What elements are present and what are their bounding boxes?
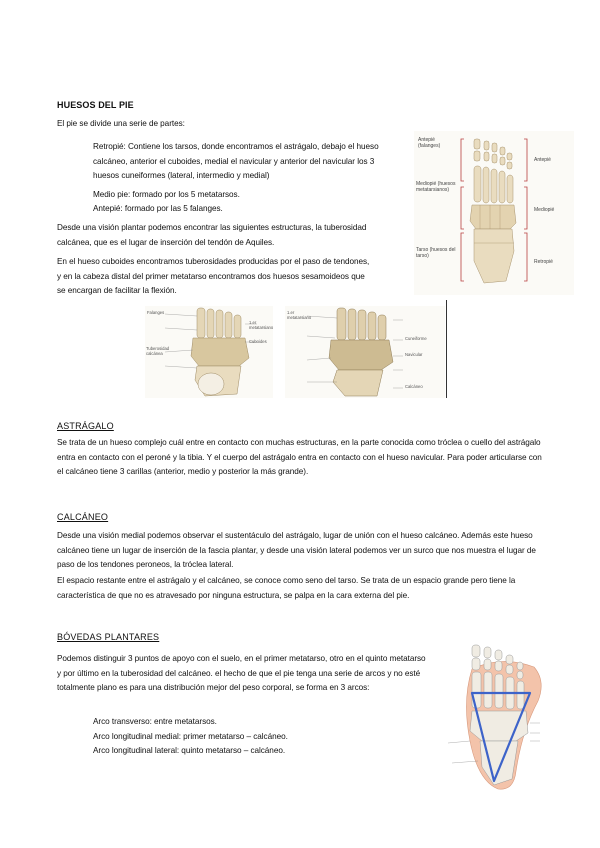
plantar-view-left-figure [145,306,273,398]
label-mediopie-right: Mediopié [534,207,555,213]
parts-list [93,140,393,217]
label-tuberosidad: Tuberosidad calcánea [146,346,170,356]
label-tarso-left: Tarso (huesos del tarso) [416,247,456,259]
label-retropie-right: Retropié [534,259,553,265]
label-cuneiforme: Cuneiforme [405,336,427,341]
figure-divider [446,300,447,398]
section-title-huesos: HUESOS DEL PIE [57,100,134,110]
plantar-view-right-figure [285,306,445,398]
bovedas-paragraph: Podemos distinguir 3 puntos de apoyo con el suelo, en el primer metatarso, otro en el quinto metatarso y por último en la tuberosidad del calcáneo. el hecho de que el pie tenga una serie de arcos y no esté totalmente plano es para una distribución mejor del peso corporal, se forma en 3 arcos: [57,654,426,692]
arco-longitudinal-lateral: Arco longitudinal lateral: quinto metatarso – calcáneo. [93,746,286,755]
part-antepie: Antepié: formado por las 5 falanges. [93,204,223,213]
arco-longitudinal-medial: Arco longitudinal medial: primer metatarso – calcáneo. [93,731,288,741]
arches-figure [442,641,552,795]
plantar-paragraph: Desde una visión plantar podemos encontrar las siguientes estructuras, la tuberosidad calcánea, que es el lugar de inserción del tendón de Aquiles. [57,223,367,247]
section-title-bovedas: BÓVEDAS PLANTARES [57,632,160,642]
label-navicular: Navicular [405,352,423,357]
foot-regions-figure [414,131,574,295]
cuboides-paragraph: En el hueso cuboides encontramos tuberosidades producidas por el paso de tendones, y en la cabeza distal del primer metatarso encontramos dos huesos sesamoideos que se encargan de facilitar la flexión. [57,257,370,295]
label-calcaneo: Calcáneo [405,384,423,389]
calcaneo-paragraph-1: Desde una visión medial podemos observar el sustentáculo del astrágalo, lugar de unión con el hueso calcáneo. Además este hueso calcáneo tiene un lugar de inserción de la fascia plantar, y desde una visión lateral podemos ver un surco que nos muestra el lugar de paso de los tendones peroneos, la tróclea lateral. [57,531,536,569]
section-title-astragalo: ASTRÁGALO [57,421,114,431]
label-falanges: Falanges [147,310,165,315]
arco-transverso: Arco transverso: entre metatarsos. [93,717,217,726]
label-metatarsiano-right: 1.er metatarsiano [249,320,274,330]
foot-arches-illustration [442,641,552,795]
part-retropie: Retropié: Contiene los tarsos, donde encontramos el astrágalo, debajo el hueso calcáneo, anterior el cuboides, medial el navicular y anterior del navicular los 3 huesos cuneiformes (lateral, intermedio y medial) [93,142,379,180]
label-antepie-right: Antepié [534,157,551,163]
label-metatarso-left: Mediopié (huesos metatarsianos) [416,181,456,193]
section-title-calcaneo: CALCÁNEO [57,512,109,522]
label-metatarsiano-top: 1.er metatarsiano [287,310,312,320]
label-antepie-left: Antepié (falanges) [418,137,441,149]
astragalo-paragraph: Se trata de un hueso complejo cuál entre en contacto con muchas estructuras, en la parte conocida como tróclea o cuello del astrágalo entra en contacto con el peroné y la tibia. Y el cuerpo del astrágalo entra en contacto con el hueso navicular. Para poder articularse con el calcáneo tiene 3 carillas (anterior, medio y posterior la más grande). [57,438,542,476]
label-cuboides: Cuboides [249,339,267,344]
calcaneo-paragraph-2: El espacio restante entre el astrágalo y el calcáneo, se conoce como seno del tarso. Se trata de un espacio grande pero tiene la característica de que no es atravesado por ninguna estructura, se palpa en la cara externa del pie. [57,576,516,600]
part-mediopie: Medio pie: formado por los 5 metatarsos. [93,189,240,199]
intro-text: El pie se divide una serie de partes: [57,119,185,128]
arcos-list [93,715,288,759]
foot-regions-illustration [414,131,574,295]
